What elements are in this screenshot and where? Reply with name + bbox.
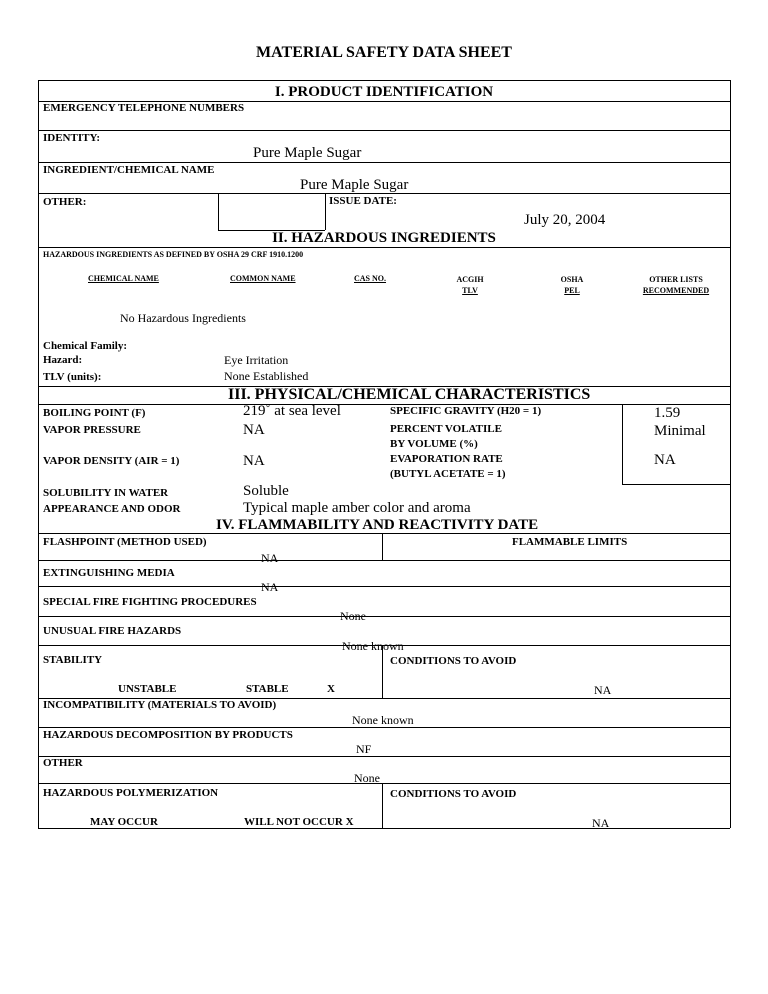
incompatibility-label: INCOMPATIBILITY (MATERIALS TO AVOID) <box>43 699 277 711</box>
col-common-name: COMMON NAME <box>230 274 296 283</box>
may-occur-label: MAY OCCUR <box>90 816 158 828</box>
flashpoint-label: FLASHPOINT (METHOD USED) <box>43 536 207 548</box>
conditions-to-avoid-2-label: CONDITIONS TO AVOID <box>390 788 517 800</box>
vapor-pressure-label: VAPOR PRESSURE <box>43 424 141 436</box>
decomposition-label: HAZARDOUS DECOMPOSITION BY PRODUCTS <box>43 729 293 741</box>
unusual-hazards-label: UNUSUAL FIRE HAZARDS <box>43 625 182 637</box>
specific-gravity-label: SPECIFIC GRAVITY (H20 = 1) <box>390 405 542 417</box>
col-acgih-tlv: ACGIH TLV <box>456 275 484 295</box>
tlv-value: None Established <box>224 369 309 383</box>
evaporation-rate-label: EVAPORATION RATE (BUTYL ACETATE = 1) <box>390 453 506 480</box>
hazardous-subheading: HAZARDOUS INGREDIENTS AS DEFINED BY OSHA 29 CRF 1910.1200 <box>43 250 304 259</box>
chemical-family-label: Chemical Family: <box>43 340 128 352</box>
boiling-point-value: 219˚ at sea level <box>243 403 341 419</box>
section-3-heading: III. PHYSICAL/CHEMICAL CHARACTERISTICS <box>228 386 591 403</box>
document-title: MATERIAL SAFETY DATA SHEET <box>256 44 512 61</box>
other-label: OTHER: <box>43 196 87 208</box>
flashpoint-value: NA <box>261 551 279 565</box>
tlv-label: TLV (units): <box>43 371 102 383</box>
identity-value: Pure Maple Sugar <box>253 145 362 161</box>
col-other-lists: OTHER LISTS RECOMMENDED <box>642 275 710 295</box>
polymerization-label: HAZARDOUS POLYMERIZATION <box>43 787 219 799</box>
appearance-value: Typical maple amber color and aroma <box>243 500 471 516</box>
appearance-label: APPEARANCE AND ODOR <box>43 503 181 515</box>
stable-label: STABLE <box>246 683 289 695</box>
extinguishing-label: EXTINGUISHING MEDIA <box>43 567 175 579</box>
col-chemical-name: CHEMICAL NAME <box>88 274 159 283</box>
ingredient-value: Pure Maple Sugar <box>300 177 409 193</box>
other-hazard-label: OTHER <box>43 757 83 769</box>
solubility-value: Soluble <box>243 483 289 499</box>
hazard-value: Eye Irritation <box>224 353 289 367</box>
conditions-2-value: NA <box>592 816 610 830</box>
conditions-value: NA <box>594 683 612 697</box>
vapor-density-value: NA <box>243 453 265 469</box>
extinguishing-value: NA <box>261 580 279 594</box>
will-not-occur-label: WILL NOT OCCUR X <box>244 816 354 828</box>
percent-volatile-label: PERCENT VOLATILE BY VOLUME (%) <box>390 423 502 450</box>
flammable-limits-label: FLAMMABLE LIMITS <box>512 536 628 548</box>
unstable-label: UNSTABLE <box>118 683 177 695</box>
section-2-heading: II. HAZARDOUS INGREDIENTS <box>272 230 496 246</box>
ingredient-label: INGREDIENT/CHEMICAL NAME <box>43 164 215 176</box>
issue-date-value: July 20, 2004 <box>524 212 606 228</box>
section-4-heading: IV. FLAMMABILITY AND REACTIVITY DATE <box>216 517 539 533</box>
section-1-heading: I. PRODUCT IDENTIFICATION <box>274 84 494 100</box>
vapor-pressure-value: NA <box>243 422 265 438</box>
stable-mark: X <box>327 683 335 695</box>
unusual-hazards-value: None known <box>342 639 404 653</box>
identity-label: IDENTITY: <box>43 132 101 144</box>
emergency-label: EMERGENCY TELEPHONE NUMBERS <box>43 102 245 114</box>
evaporation-rate-value: NA <box>654 452 676 468</box>
percent-volatile-value: Minimal <box>654 423 706 439</box>
solubility-label: SOLUBILITY IN WATER <box>43 487 169 499</box>
vapor-density-label: VAPOR DENSITY (AIR = 1) <box>43 455 180 467</box>
issue-date-label: ISSUE DATE: <box>329 195 397 207</box>
decomposition-value: NF <box>356 742 372 756</box>
specific-gravity-value: 1.59 <box>654 405 681 421</box>
no-hazardous-text: No Hazardous Ingredients <box>120 311 246 325</box>
hazard-label: Hazard: <box>43 354 83 366</box>
special-procedures-value: None <box>340 609 366 623</box>
col-cas-no: CAS NO. <box>354 274 387 283</box>
special-procedures-label: SPECIAL FIRE FIGHTING PROCEDURES <box>43 596 257 608</box>
incompatibility-value: None known <box>352 713 414 727</box>
conditions-to-avoid-label: CONDITIONS TO AVOID <box>390 655 517 667</box>
col-osha-pel: OSHA PEL <box>560 275 584 295</box>
stability-label: STABILITY <box>43 654 103 666</box>
other-hazard-value: None <box>354 771 380 785</box>
boiling-point-label: BOILING POINT (F) <box>43 407 146 419</box>
